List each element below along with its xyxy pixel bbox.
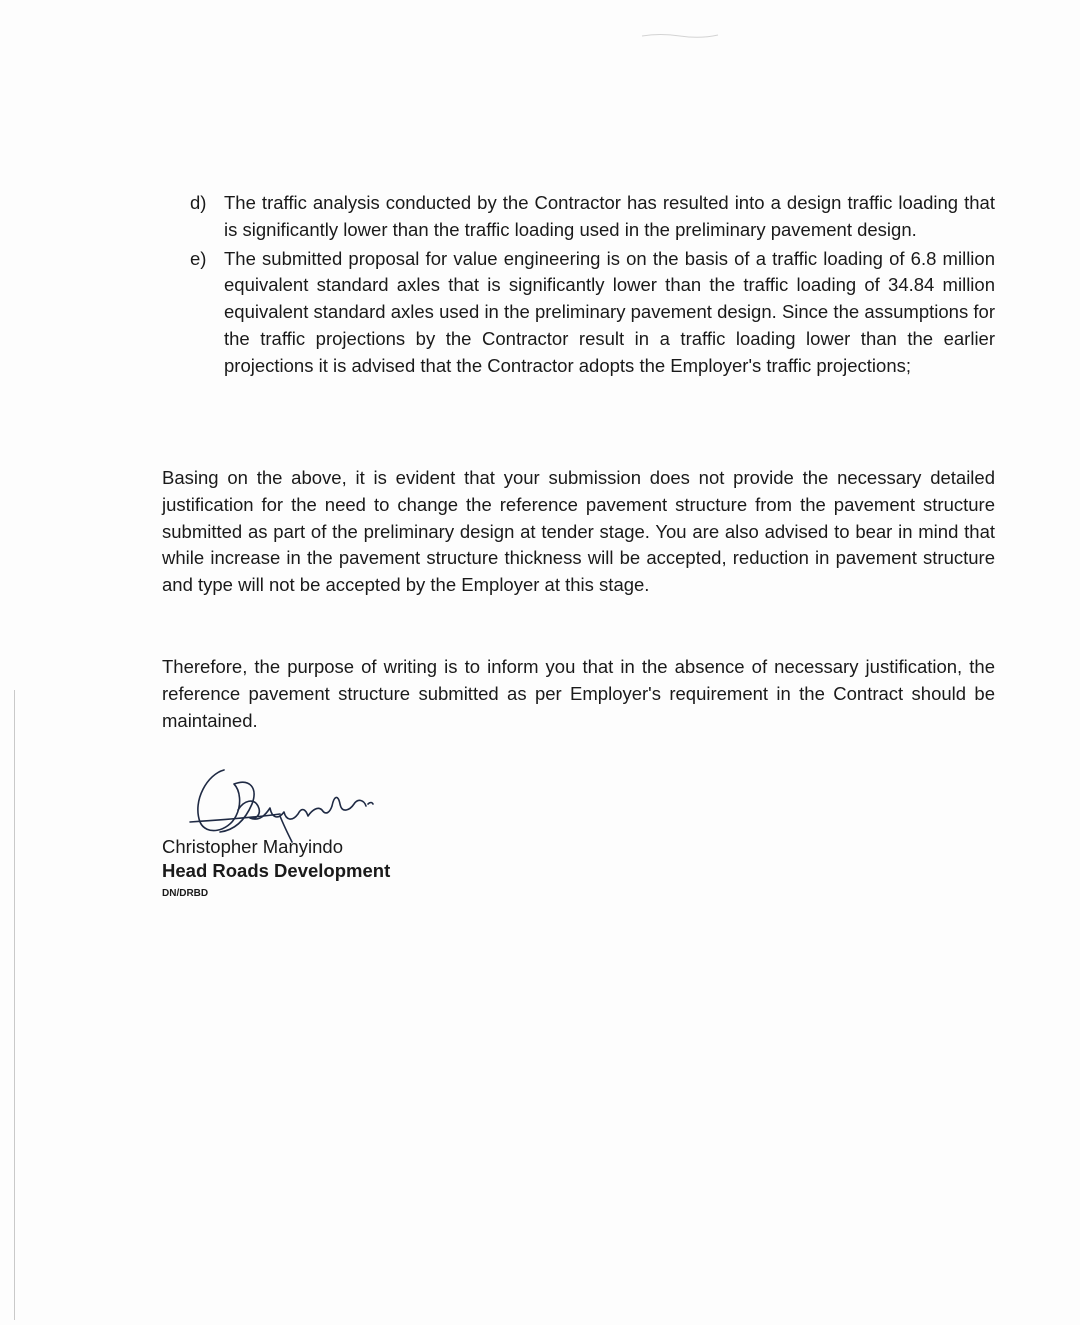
body-paragraph: Therefore, the purpose of writing is to inform you that in the absence of necessary justification, the reference pavement structure submitted as per Employer's requirement in the Contract should be maintained.: [162, 656, 995, 731]
list-marker: d): [190, 192, 207, 213]
reference-code: DN/DRBD: [162, 888, 209, 899]
body-paragraph: Basing on the above, it is evident that your submission does not provide the necessary detailed justification for the need to change the reference pavement structure from the pavement structure submitted as part of the preliminary design at tender stage. You are also advised to bear in mind that while increase in the pavement structure thickness will be accepted, reduction in pavement structure and type will not be accepted by the Employer at this stage.: [162, 467, 995, 596]
signatory-title: Head Roads Development: [162, 860, 391, 881]
signatory-name: Christopher Manyindo: [162, 836, 343, 857]
point-list: [190, 190, 995, 382]
list-marker: e): [190, 247, 207, 269]
list-item-text: The submitted proposal for value engineering is on the basis of a traffic loading of 6.8 million equivalent standard axles that is significantly lower than the traffic loading of 34.84 million equivalent standard axles used in the preliminary pavement design. Since the assumptions for the traffic projections by the Contractor result in a traffic loading lower than the earlier projections it is advised that the Contractor adopts the Employer's traffic projections;: [224, 247, 995, 376]
scan-edge-line: [14, 690, 15, 1320]
list-item-text: The traffic analysis conducted by the Contractor has resulted into a design traffic loading that is significantly lower than the traffic loading used in the preliminary pavement design.: [224, 192, 995, 240]
list-item-e: [190, 246, 995, 380]
scan-smudge: [640, 30, 720, 40]
list-item-d: [190, 190, 995, 244]
signature-block: [162, 835, 390, 902]
